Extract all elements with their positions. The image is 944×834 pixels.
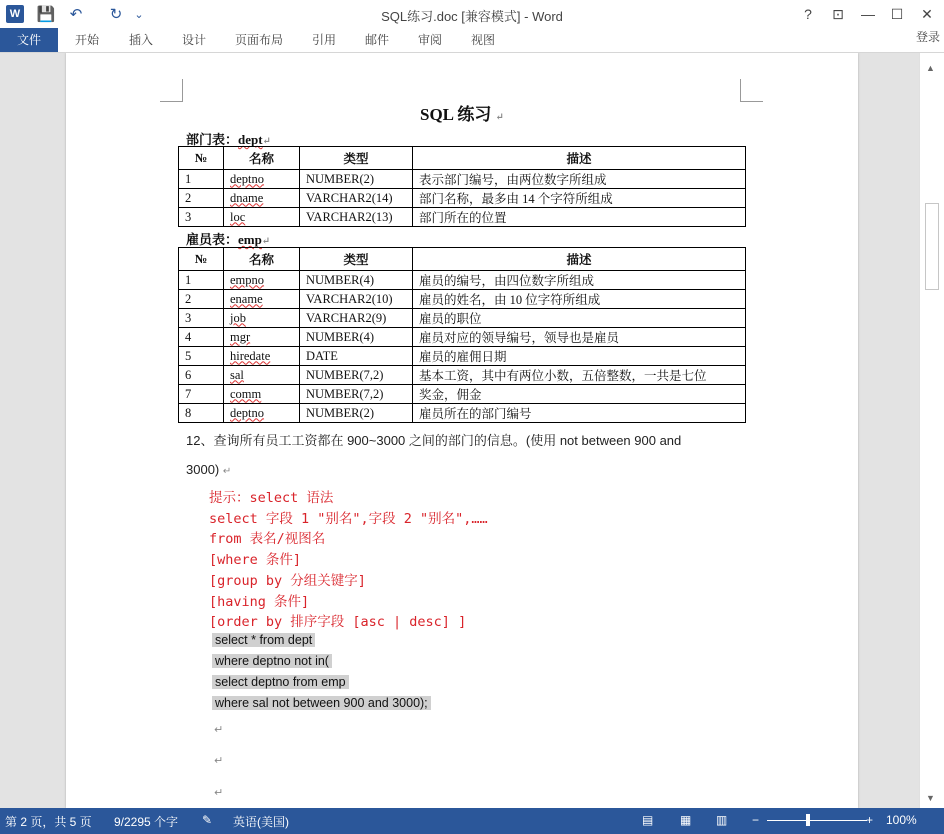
cell-name[interactable] — [224, 290, 300, 309]
cell-name[interactable] — [224, 347, 300, 366]
minimize-button[interactable]: — — [861, 6, 875, 22]
cell-name[interactable] — [224, 366, 300, 385]
cell-desc-text: 雇员所在的部门编号 — [419, 407, 532, 421]
empty-paragraph[interactable]: ↵ — [214, 755, 224, 767]
cell-type[interactable] — [300, 189, 413, 208]
cell-no[interactable] — [179, 271, 224, 290]
cell-desc-text: 雇员的职位 — [419, 312, 482, 326]
window-title: SQL练习.doc [兼容模式] - Word — [381, 9, 563, 24]
zoom-in-button[interactable]: + — [866, 813, 874, 827]
empty-paragraph[interactable]: ↵ — [214, 787, 224, 799]
cell-name-text: dname — [230, 190, 264, 205]
cell-desc-text: 雇员的姓名，由 10 位字符所组成 — [419, 293, 601, 307]
col-header-type: 类型 — [300, 147, 413, 170]
cell-no-text: 4 — [185, 329, 192, 344]
col-header-name: 名称 — [224, 248, 300, 271]
cell-desc[interactable] — [413, 170, 746, 189]
emp-table-label: 雇员表：emp↵ — [186, 232, 271, 247]
table-row — [179, 404, 746, 423]
status-bar — [0, 808, 944, 834]
cell-no[interactable] — [179, 290, 224, 309]
col-header-desc: 描述 — [413, 147, 746, 170]
cell-no-text: 1 — [185, 272, 192, 287]
web-layout-icon[interactable]: ▥ — [716, 813, 728, 827]
cell-desc-text: 雇员的编号，由四位数字所组成 — [419, 274, 595, 288]
read-mode-icon[interactable]: ▤ — [642, 813, 654, 827]
table-row — [179, 170, 746, 189]
cell-name-text: mgr — [230, 329, 251, 344]
cell-name[interactable] — [224, 189, 300, 208]
col-header-name: 名称 — [224, 147, 300, 170]
undo-icon[interactable]: ↶ — [69, 6, 83, 23]
table-row — [179, 366, 746, 385]
hint-line[interactable]: from 表名/视图名 — [209, 531, 326, 548]
cell-type[interactable] — [300, 290, 413, 309]
cell-name-text: hiredate — [230, 348, 271, 363]
tab-mailings[interactable]: 邮件 — [365, 33, 390, 47]
cell-type-text: NUMBER(2) — [306, 171, 375, 186]
table-row — [179, 347, 746, 366]
cell-name-text: sal — [230, 367, 244, 382]
cell-no-text: 1 — [185, 171, 192, 186]
cell-desc-text: 雇员对应的领导编号，领导也是雇员 — [419, 331, 620, 345]
redo-icon[interactable]: ↻ — [109, 6, 123, 23]
title-bar — [0, 0, 944, 28]
cell-name-text: empno — [230, 272, 265, 287]
tab-references[interactable]: 引用 — [312, 33, 337, 47]
hint-line[interactable]: [group by 分组关键字] — [209, 572, 366, 589]
cell-type[interactable] — [300, 271, 413, 290]
word-count[interactable]: 9/2295 个字 — [114, 815, 179, 829]
sign-in-link[interactable]: 登录 — [915, 30, 940, 44]
crop-mark-top-left — [160, 79, 183, 102]
hint-line[interactable]: [order by 排序字段 [asc | desc] ] — [209, 614, 467, 631]
cell-name[interactable] — [224, 385, 300, 404]
table-row — [179, 328, 746, 347]
cell-desc[interactable] — [413, 271, 746, 290]
col-header-desc: 描述 — [413, 248, 746, 271]
cell-type[interactable] — [300, 347, 413, 366]
empty-paragraph[interactable]: ↵ — [214, 724, 224, 736]
cell-name[interactable] — [224, 208, 300, 227]
cell-desc-text: 部门所在的位置 — [419, 211, 507, 225]
page-indicator[interactable]: 第 2 页，共 5 页 — [5, 815, 92, 829]
cell-name-text: deptno — [230, 171, 265, 186]
tab-file[interactable]: 文件 — [0, 28, 58, 52]
cell-type-text: NUMBER(4) — [306, 329, 375, 344]
cell-name-text: deptno — [230, 405, 265, 420]
dept-table[interactable] — [178, 146, 746, 227]
cell-type[interactable] — [300, 385, 413, 404]
cell-no[interactable] — [179, 309, 224, 328]
cell-no-text: 3 — [185, 209, 192, 224]
cell-desc[interactable] — [413, 290, 746, 309]
scroll-up-icon[interactable]: ▲ — [926, 63, 935, 73]
save-icon[interactable]: 💾 — [36, 6, 56, 23]
proofing-icon[interactable]: ✎ — [202, 813, 213, 827]
table-row — [179, 271, 746, 290]
sql-line[interactable]: select * from dept — [212, 633, 315, 647]
cell-desc-text: 雇员的雇佣日期 — [419, 350, 507, 364]
cell-no[interactable] — [179, 170, 224, 189]
page-title: SQL 练习 ↵ — [420, 105, 504, 124]
cell-type-text: NUMBER(2) — [306, 405, 375, 420]
cell-name-text: job — [230, 310, 246, 325]
cell-no[interactable] — [179, 366, 224, 385]
cell-desc-text: 基本工资，其中有两位小数，五倍整数，一共是七位 — [419, 369, 707, 383]
tab-design[interactable]: 设计 — [182, 33, 207, 47]
scroll-down-icon[interactable]: ▼ — [926, 793, 935, 803]
crop-mark-top-right — [740, 79, 763, 102]
cell-name-text: comm — [230, 386, 262, 401]
cell-type-text: DATE — [306, 348, 338, 363]
table-header-row — [179, 248, 746, 271]
tab-insert[interactable]: 插入 — [129, 33, 154, 47]
cell-desc-text: 奖金，佣金 — [419, 388, 482, 402]
tab-home[interactable]: 开始 — [75, 33, 100, 47]
cell-no[interactable] — [179, 385, 224, 404]
cell-no-text: 5 — [185, 348, 192, 363]
sql-line[interactable]: select deptno from emp — [212, 675, 349, 689]
zoom-slider-thumb[interactable] — [806, 814, 810, 826]
cell-no[interactable] — [179, 328, 224, 347]
cell-type[interactable] — [300, 170, 413, 189]
cell-name[interactable] — [224, 170, 300, 189]
cell-no[interactable] — [179, 347, 224, 366]
cell-type[interactable] — [300, 328, 413, 347]
cell-desc[interactable] — [413, 189, 746, 208]
close-button[interactable]: ✕ — [921, 6, 933, 22]
cell-type[interactable] — [300, 208, 413, 227]
maximize-button[interactable]: ☐ — [890, 6, 904, 22]
cell-name[interactable] — [224, 309, 300, 328]
cell-desc[interactable] — [413, 347, 746, 366]
cell-desc[interactable] — [413, 208, 746, 227]
vertical-scrollbar[interactable] — [919, 53, 944, 808]
print-layout-icon[interactable]: ▦ — [680, 813, 692, 827]
cell-name-text: loc — [230, 209, 246, 224]
ribbon-tabs — [0, 28, 944, 53]
document-page[interactable] — [66, 53, 858, 808]
dept-table-label: 部门表：dept↵ — [186, 132, 271, 147]
zoom-out-button[interactable]: − — [752, 813, 760, 827]
hint-line[interactable]: select 字段 1 "别名",字段 2 "别名",…… — [209, 510, 488, 527]
cell-type-text: NUMBER(7,2) — [306, 386, 384, 401]
col-header-no: № — [179, 147, 224, 170]
question-text[interactable]: 12、查询所有员工工资都在 900~3000 之间的部门的信息。(使用 not between 900 and — [186, 433, 682, 448]
cell-name-text: ename — [230, 291, 263, 306]
table-header-row — [179, 147, 746, 170]
cell-type-text: VARCHAR2(14) — [306, 190, 393, 205]
tab-review[interactable]: 审阅 — [418, 33, 443, 47]
cell-no-text: 2 — [185, 190, 192, 205]
sql-line[interactable]: where deptno not in( — [212, 654, 332, 668]
emp-table[interactable] — [178, 247, 746, 423]
cell-no-text: 6 — [185, 367, 192, 382]
customize-quick-access-icon[interactable]: ⌄ — [134, 8, 144, 21]
zoom-level[interactable]: 100% — [886, 813, 917, 827]
cell-type-text: VARCHAR2(10) — [306, 291, 393, 306]
col-header-no: № — [179, 248, 224, 271]
cell-no[interactable] — [179, 208, 224, 227]
cell-no-text: 2 — [185, 291, 192, 306]
cell-no-text: 7 — [185, 386, 192, 401]
table-row — [179, 189, 746, 208]
table-row — [179, 309, 746, 328]
document-canvas[interactable] — [0, 53, 920, 808]
cell-type[interactable] — [300, 366, 413, 385]
tab-view[interactable]: 视图 — [471, 33, 496, 47]
cell-desc[interactable] — [413, 404, 746, 423]
col-header-type: 类型 — [300, 248, 413, 271]
cell-type-text: NUMBER(7,2) — [306, 367, 384, 382]
hint-line[interactable]: [where 条件] — [209, 552, 302, 569]
hint-line[interactable]: 提示：select 语法 — [209, 490, 334, 506]
cell-name[interactable] — [224, 271, 300, 290]
cell-name[interactable] — [224, 328, 300, 347]
table-row — [179, 208, 746, 227]
tab-page-layout[interactable]: 页面布局 — [235, 33, 284, 47]
table-row — [179, 385, 746, 404]
sql-line[interactable]: where sal not between 900 and 3000); — [212, 696, 431, 710]
table-row — [179, 290, 746, 309]
cell-desc[interactable] — [413, 328, 746, 347]
cell-desc-text: 部门名称，最多由 14 个字符所组成 — [419, 192, 613, 206]
ribbon-display-options-button[interactable]: ⊡ — [832, 6, 844, 22]
scroll-thumb[interactable] — [925, 203, 939, 290]
word-logo-icon[interactable]: W — [6, 5, 24, 23]
cell-no-text: 3 — [185, 310, 192, 325]
cell-type-text: NUMBER(4) — [306, 272, 375, 287]
zoom-slider[interactable] — [767, 820, 867, 821]
cell-type-text: VARCHAR2(13) — [306, 209, 393, 224]
cell-no[interactable] — [179, 404, 224, 423]
cell-desc[interactable] — [413, 366, 746, 385]
help-button[interactable]: ? — [804, 6, 812, 22]
language-indicator[interactable]: 英语(美国) — [233, 815, 289, 829]
cell-desc[interactable] — [413, 309, 746, 328]
cell-type-text: VARCHAR2(9) — [306, 310, 387, 325]
cell-type[interactable] — [300, 309, 413, 328]
cell-no-text: 8 — [185, 405, 192, 420]
cell-no[interactable] — [179, 189, 224, 208]
cell-name[interactable] — [224, 404, 300, 423]
cell-type[interactable] — [300, 404, 413, 423]
cell-desc-text: 表示部门编号，由两位数字所组成 — [419, 173, 607, 187]
hint-line[interactable]: [having 条件] — [209, 593, 310, 610]
question-text-continued[interactable]: 3000) ↵ — [186, 462, 232, 477]
cell-desc[interactable] — [413, 385, 746, 404]
